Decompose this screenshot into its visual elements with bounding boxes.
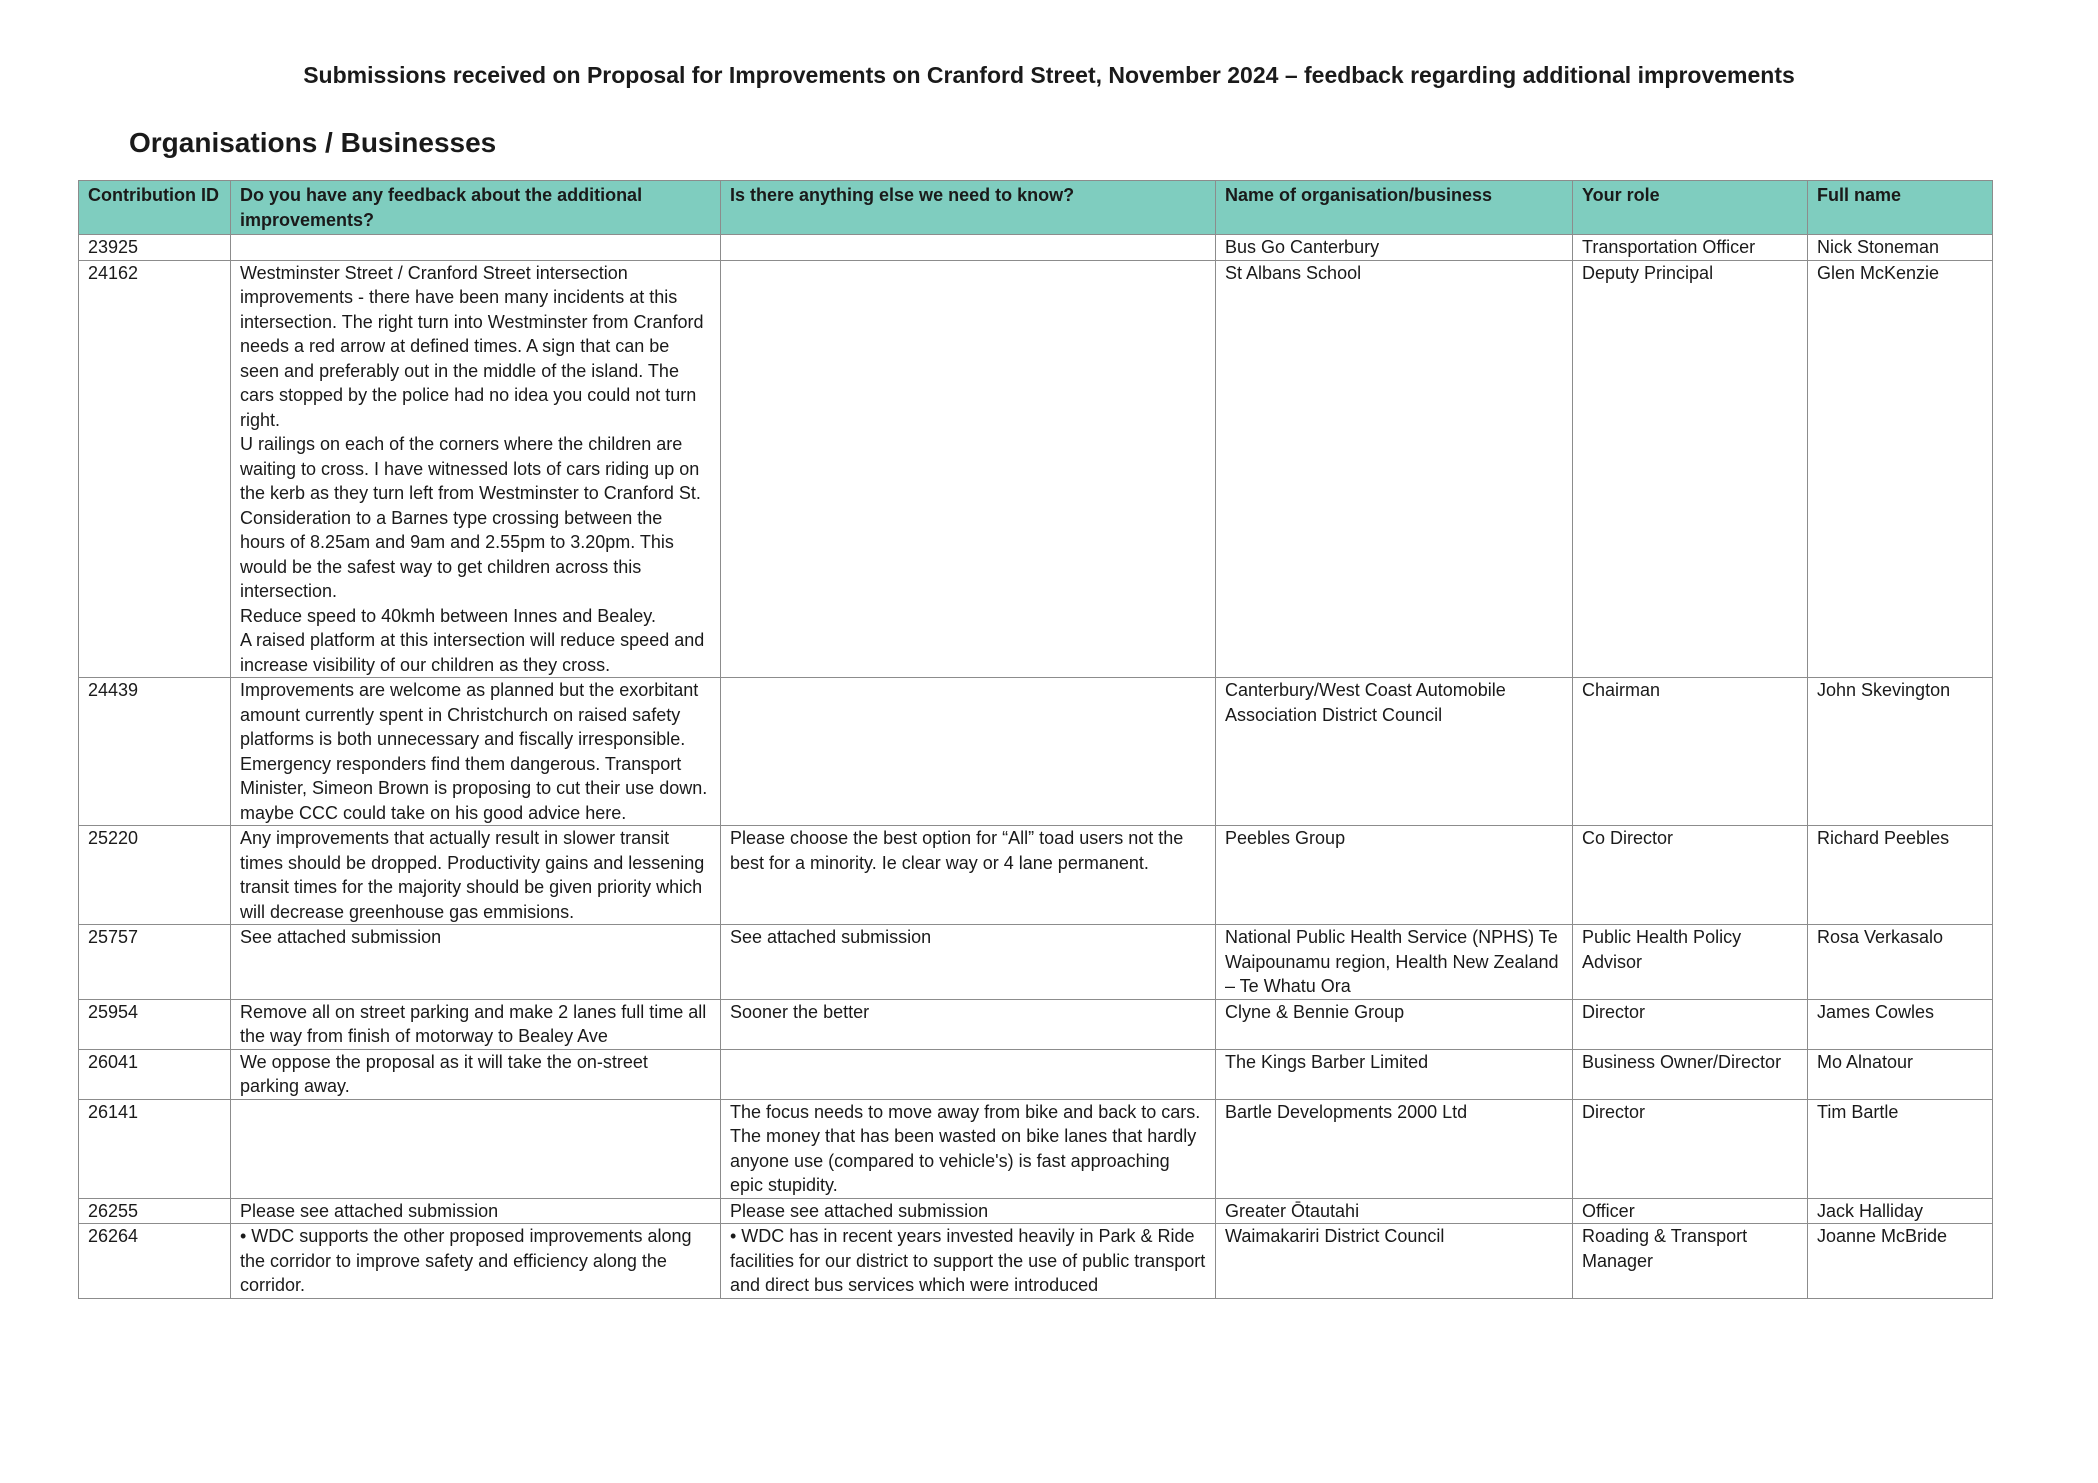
- role-cell: Deputy Principal: [1573, 260, 1808, 678]
- feedback-cell: [231, 1049, 721, 1099]
- contribution-id-cell: 24162: [79, 260, 231, 678]
- header-anything-else: Is there anything else we need to know?: [721, 181, 1216, 235]
- anything-else-cell-paragraph: Please see attached submission: [730, 1200, 989, 1221]
- anything-else-cell-paragraph: Sooner the better: [730, 1001, 870, 1022]
- feedback-cell-paragraph: U railings on each of the corners where the children are waiting to cross. I have witnessed lots of cars riding up on the kerb as they turn left from Westminster to Cranford St.: [240, 434, 701, 503]
- feedback-cell: [231, 1224, 721, 1299]
- anything-else-cell: [721, 1049, 1216, 1099]
- table-row: [79, 925, 1993, 1000]
- organisation-cell: Clyne & Bennie Group: [1216, 999, 1573, 1049]
- section-heading: Organisations / Businesses: [129, 127, 497, 158]
- feedback-cell-paragraph: • WDC supports the other proposed improvements along the corridor to improve safety and efficiency along the corridor.: [240, 1226, 692, 1295]
- anything-else-cell: [721, 925, 1216, 1000]
- full-name-cell: Joanne McBride: [1808, 1224, 1993, 1299]
- feedback-cell: [231, 925, 721, 1000]
- role-cell: Business Owner/Director: [1573, 1049, 1808, 1099]
- organisation-cell: Greater Ōtautahi: [1216, 1198, 1573, 1224]
- feedback-cell-paragraph: Improvements are welcome as planned but the exorbitant amount currently spent in Christchurch on raised safety platforms is both unnecessary and fiscally irresponsible. Emergency responders find them dangerous. Transport Minister, Simeon Brown is proposing to cut their use down. maybe CCC could take on his good advice here.: [240, 680, 708, 823]
- anything-else-cell-paragraph: See attached submission: [730, 927, 932, 947]
- role-cell: Co Director: [1573, 826, 1808, 925]
- anything-else-cell: [721, 1198, 1216, 1224]
- anything-else-cell-paragraph: Please choose the best option for “All” toad users not the best for a minority. Ie clear way or 4 lane permanent.: [730, 828, 1184, 873]
- full-name-cell: Glen McKenzie: [1808, 260, 1993, 678]
- feedback-cell: [231, 235, 721, 261]
- feedback-cell-paragraph: See attached submission: [240, 927, 442, 947]
- role-cell: Director: [1573, 999, 1808, 1049]
- anything-else-cell: [721, 1099, 1216, 1198]
- feedback-cell-paragraph: Any improvements that actually result in slower transit times should be dropped. Productivity gains and lessening transit times for the majority should be given priority which will decrease greenhouse gas emmisions.: [240, 828, 705, 922]
- anything-else-cell: [721, 235, 1216, 261]
- feedback-cell: [231, 999, 721, 1049]
- role-cell: Director: [1573, 1099, 1808, 1198]
- feedback-cell: [231, 678, 721, 826]
- feedback-cell-paragraph: Reduce speed to 40kmh between Innes and Bealey.: [240, 605, 656, 626]
- contribution-id-cell: 26255: [79, 1198, 231, 1224]
- contribution-id-cell: 26041: [79, 1049, 231, 1099]
- table-row: [79, 1198, 1993, 1224]
- table-row: [79, 1224, 1993, 1299]
- role-cell: Chairman: [1573, 678, 1808, 826]
- contribution-id-cell: 26141: [79, 1099, 231, 1198]
- table-row: [79, 1099, 1993, 1198]
- organisation-cell: Bartle Developments 2000 Ltd: [1216, 1099, 1573, 1198]
- feedback-cell-paragraph: We oppose the proposal as it will take the on-street parking away.: [240, 1051, 648, 1096]
- organisation-cell: National Public Health Service (NPHS) Te Waipounamu region, Health New Zealand – Te Whatu Ora: [1216, 925, 1573, 1000]
- table-row: [79, 260, 1993, 678]
- contribution-id-cell: 23925: [79, 235, 231, 261]
- organisation-cell: St Albans School: [1216, 260, 1573, 678]
- feedback-cell-paragraph: Consideration to a Barnes type crossing between the hours of 8.25am and 9am and 2.55pm to 3.20pm. This would be the safest way to get children across this intersection.: [240, 507, 674, 601]
- feedback-cell-paragraph: Westminster Street / Cranford Street intersection improvements - there have been many incidents at this intersection. The right turn into Westminster from Cranford needs a red arrow at defined times. A sign that can be seen and preferably out in the middle of the island. The cars stopped by the police had no idea you could not turn right.: [240, 262, 704, 430]
- role-cell: Officer: [1573, 1198, 1808, 1224]
- feedback-cell-paragraph: A raised platform at this intersection will reduce speed and increase visibility of our children as they cross.: [240, 630, 705, 675]
- organisation-cell: Canterbury/West Coast Automobile Association District Council: [1216, 678, 1573, 826]
- header-organisation: Name of organisation/business: [1216, 181, 1573, 235]
- contribution-id-cell: 24439: [79, 678, 231, 826]
- full-name-cell: Jack Halliday: [1808, 1198, 1993, 1224]
- table-row: [79, 826, 1993, 925]
- document-title: Submissions received on Proposal for Improvements on Cranford Street, November 2024 – feedback regarding additional improvements: [303, 62, 1795, 88]
- contribution-id-cell: 26264: [79, 1224, 231, 1299]
- organisation-cell: Waimakariri District Council: [1216, 1224, 1573, 1299]
- full-name-cell: Tim Bartle: [1808, 1099, 1993, 1198]
- table-row: [79, 1049, 1993, 1099]
- full-name-cell: John Skevington: [1808, 678, 1993, 826]
- table-row: [79, 235, 1993, 261]
- feedback-cell: [231, 1099, 721, 1198]
- anything-else-cell: [721, 999, 1216, 1049]
- header-feedback: Do you have any feedback about the additional improvements?: [231, 181, 721, 235]
- anything-else-cell-paragraph: The focus needs to move away from bike and back to cars. The money that has been wasted on bike lanes that hardly anyone use (compared to vehicle's) is fast approaching epic stupidity.: [730, 1101, 1201, 1195]
- organisation-cell: The Kings Barber Limited: [1216, 1049, 1573, 1099]
- feedback-cell: [231, 826, 721, 925]
- contribution-id-cell: 25757: [79, 925, 231, 1000]
- table-body: [79, 235, 1993, 1299]
- table-header-row: [79, 181, 1993, 235]
- submissions-table: [78, 180, 1993, 1299]
- role-cell: Roading & Transport Manager: [1573, 1224, 1808, 1299]
- header-contribution-id: Contribution ID: [79, 181, 231, 235]
- feedback-cell: [231, 1198, 721, 1224]
- anything-else-cell: [721, 678, 1216, 826]
- full-name-cell: Rosa Verkasalo: [1808, 925, 1993, 1000]
- full-name-cell: Nick Stoneman: [1808, 235, 1993, 261]
- header-role: Your role: [1573, 181, 1808, 235]
- anything-else-cell: [721, 1224, 1216, 1299]
- full-name-cell: Richard Peebles: [1808, 826, 1993, 925]
- header-full-name: Full name: [1808, 181, 1993, 235]
- anything-else-cell-paragraph: • WDC has in recent years invested heavily in Park & Ride facilities for our district to support the use of public transport and direct bus services which were introduced: [730, 1226, 1206, 1295]
- organisation-cell: Peebles Group: [1216, 826, 1573, 925]
- feedback-cell: [231, 260, 721, 678]
- anything-else-cell: [721, 826, 1216, 925]
- role-cell: Transportation Officer: [1573, 235, 1808, 261]
- table-row: [79, 999, 1993, 1049]
- contribution-id-cell: 25954: [79, 999, 231, 1049]
- feedback-cell-paragraph: Please see attached submission: [240, 1200, 499, 1221]
- role-cell: Public Health Policy Advisor: [1573, 925, 1808, 1000]
- table-row: [79, 678, 1993, 826]
- feedback-cell-paragraph: Remove all on street parking and make 2 lanes full time all the way from finish of motorway to Bealey Ave: [240, 1001, 707, 1046]
- anything-else-cell: [721, 260, 1216, 678]
- contribution-id-cell: 25220: [79, 826, 231, 925]
- full-name-cell: James Cowles: [1808, 999, 1993, 1049]
- full-name-cell: Mo Alnatour: [1808, 1049, 1993, 1099]
- organisation-cell: Bus Go Canterbury: [1216, 235, 1573, 261]
